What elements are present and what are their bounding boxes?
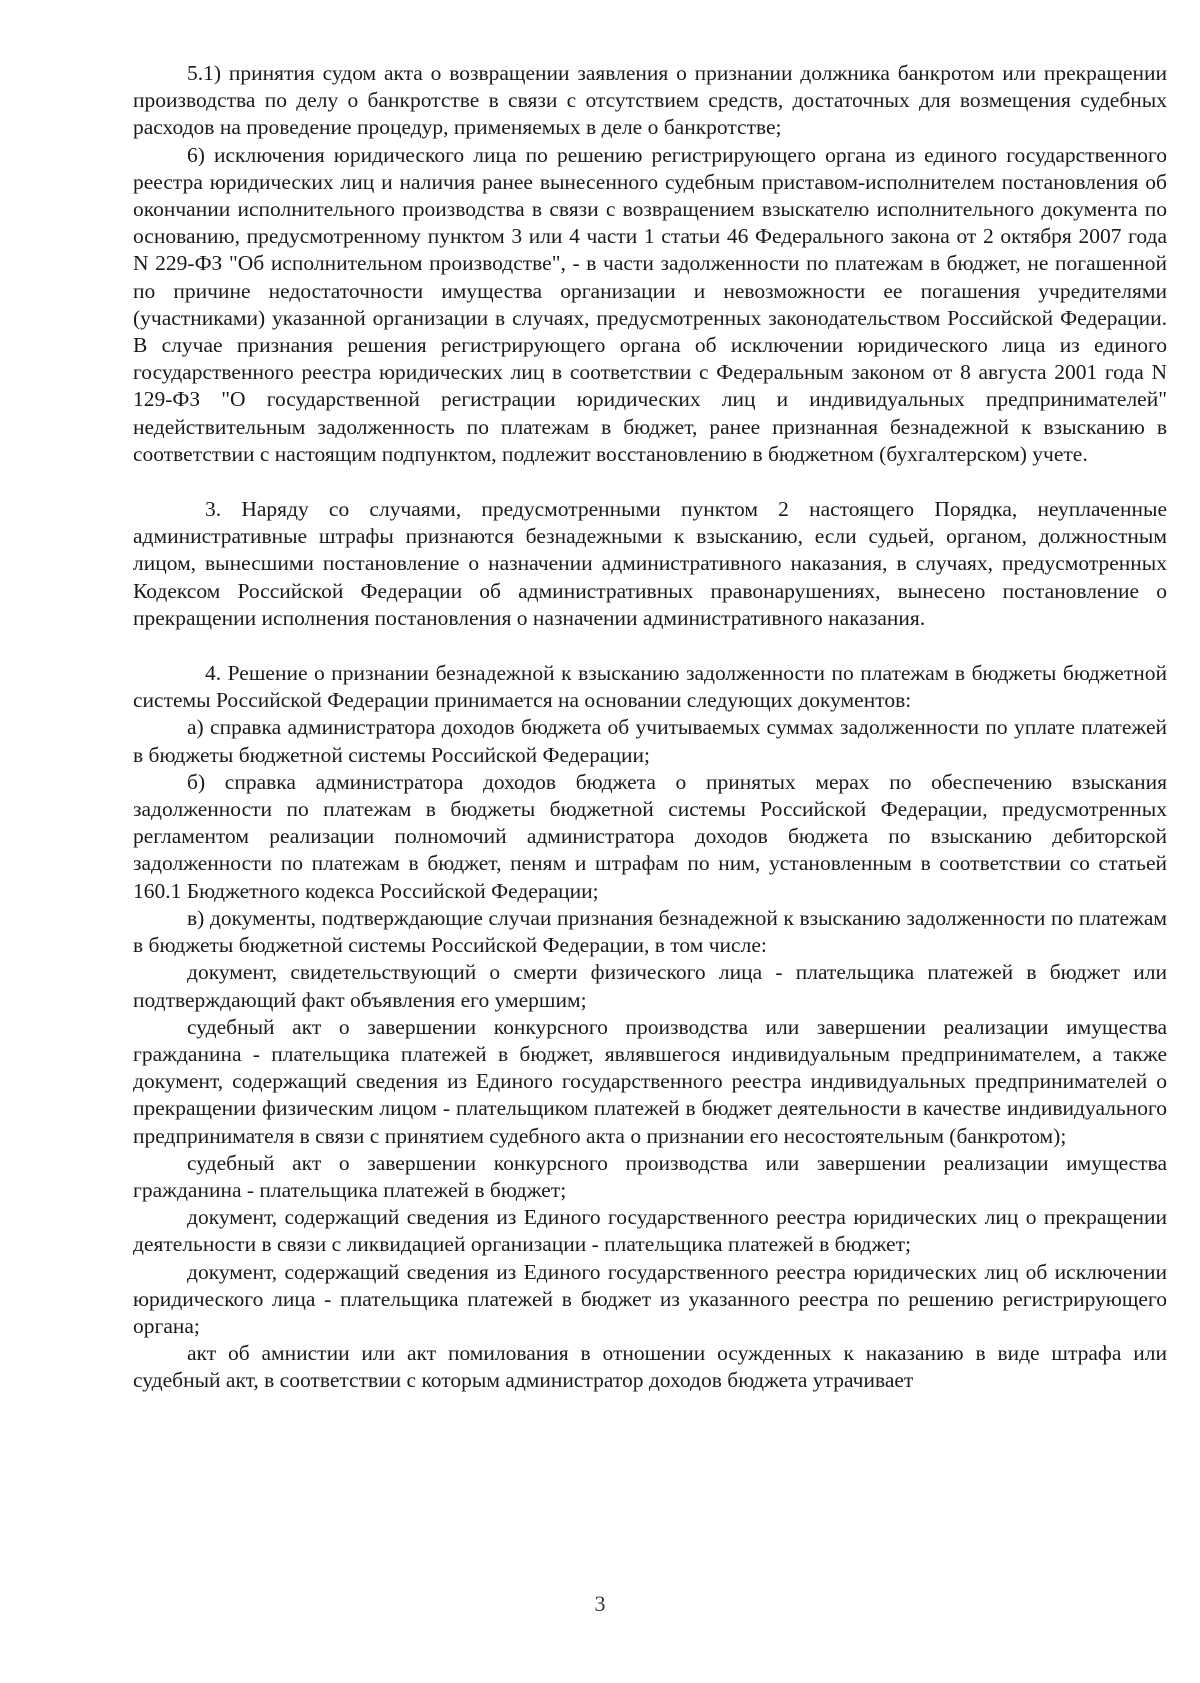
paragraph-doc-death: документ, свидетельствующий о смерти физического лица - плательщика платежей в бюджет или подтверждающий факт объявления его умершим; <box>133 960 1167 1012</box>
paragraph-item-6: 6) исключения юридического лица по решению регистрирующего органа из единого государственного реестра юридических лиц и наличия ранее вынесенного судебным приставом-исполнителем постановления об окончании исполнительного производства в связи с возвращением взыскателю исполнительного документа по основанию, предусмотренному пунктом 3 или 4 части 1 статьи 46 Федерального закона от 2 октября 2007 года N 229-ФЗ "Об исполнительном производстве", - в части задолженности по платежам в бюджет, не погашенной по причине недостаточности имущества организации и невозможности ее погашения учредителями (участниками) указанной организации в случаях, предусмотренных законодательством Российской Федерации. В случае признания решения регистрирующего органа об исключении юридического лица из единого государственного реестра юридических лиц в соответствии с Федеральным законом от 8 августа 2001 года N 129-ФЗ "О государственной регистрации юридических лиц и индивидуальных предпринимателей" недействительным задолженность по платежам в бюджет, ранее признанная безнадежной к взысканию в соответствии с настоящим подпунктом, подлежит восстановлению в бюджетном (бухгалтерском) учете. <box>133 142 1167 466</box>
paragraph-spacer <box>133 468 1167 496</box>
paragraph-item-4-b: б) справка администратора доходов бюджета о принятых мерах по обеспечению взыскания задолженности по платежам в бюджеты бюджетной системы Российской Федерации, предусмотренных регламентом реализации полномочий администратора доходов бюджета по взысканию дебиторской задолженности по платежам в бюджет, пеням и штрафам по ним, установленным в соответствии со статьей 160.1 Бюджетного кодекса Российской Федерации; <box>133 769 1167 903</box>
paragraph-doc-exclusion: документ, содержащий сведения из Единого государственного реестра юридических лиц об исключении юридического лица - плательщика платежей в бюджет из указанного реестра по решению регистрирующего органа; <box>133 1259 1167 1338</box>
paragraph-doc-court-citizen: судебный акт о завершении конкурсного производства или завершении реализации имущества гражданина - плательщика платежей в бюджет; <box>133 1150 1167 1202</box>
paragraph-item-4-a: а) справка администратора доходов бюджета об учитываемых суммах задолженности по уплате платежей в бюджеты бюджетной системы Российской Федерации; <box>133 715 1167 767</box>
paragraph-doc-court-ip: судебный акт о завершении конкурсного производства или завершении реализации имущества гражданина - плательщика платежей в бюджет, являвшегося индивидуальным предпринимателем, а также документ, содержащий сведения из Единого государственного реестра индивидуальных предпринимателей о прекращении физическим лицом - плательщиком платежей в бюджет деятельности в качестве индивидуального предпринимателя в связи с принятием судебного акта о признании его несостоятельным (банкротом); <box>133 1014 1167 1148</box>
document-body <box>133 60 1167 1395</box>
paragraph-doc-liquidation: документ, содержащий сведения из Единого государственного реестра юридических лиц о прекращении деятельности в связи с ликвидацией организации - плательщика платежей в бюджет; <box>133 1205 1167 1257</box>
paragraph-item-4: 4. Решение о признании безнадежной к взысканию задолженности по платежам в бюджеты бюджетной системы Российской Федерации принимается на основании следующих документов: <box>133 661 1167 713</box>
paragraph-doc-amnesty: акт об амнистии или акт помилования в отношении осужденных к наказанию в виде штрафа или судебный акт, в соответствии с которым администратор доходов бюджета утрачивает <box>133 1341 1167 1393</box>
paragraph-item-3: 3. Наряду со случаями, предусмотренными пунктом 2 настоящего Порядка, неуплаченные административные штрафы признаются безнадежными к взысканию, если судьей, органом, должностным лицом, вынесшими постановление о назначении административного наказания, в случаях, предусмотренных Кодексом Российской Федерации об административных правонарушениях, вынесено постановление о прекращении исполнения постановления о назначении административного наказания. <box>133 497 1167 630</box>
paragraph-item-5-1: 5.1) принятия судом акта о возвращении заявления о признании должника банкротом или прекращении производства по делу о банкротстве в связи с отсутствием средств, достаточных для возмещения судебных расходов на проведение процедур, применяемых в деле о банкротстве; <box>133 61 1167 140</box>
page-number: 3 <box>594 1591 606 1616</box>
paragraph-spacer <box>133 632 1167 660</box>
paragraph-item-4-v: в) документы, подтверждающие случаи признания безнадежной к взысканию задолженности по платежам в бюджеты бюджетной системы Российской Федерации, в том числе: <box>133 905 1167 958</box>
